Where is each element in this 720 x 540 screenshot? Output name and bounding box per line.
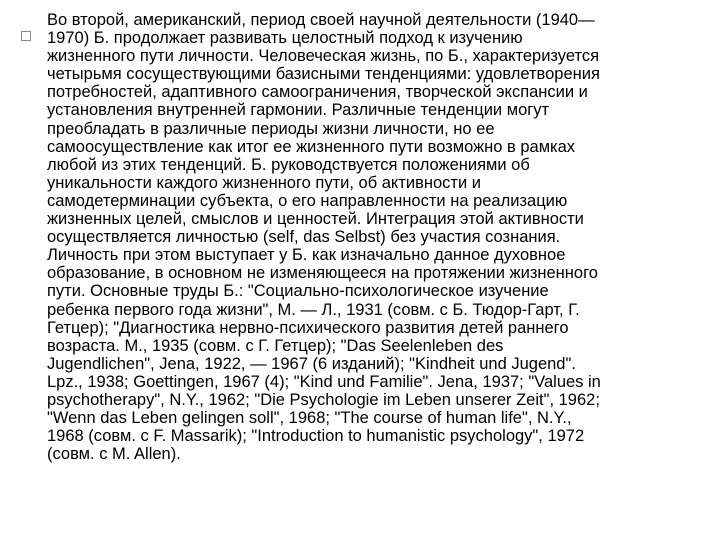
body-paragraph: Во второй, американский, период своей научной деятельности (1940— 1970) Б. продолжает развивать целостный подход к изучению жизненного пути личности. Человеческая жизнь, по Б., характеризуется четырьмя сосуществующими базисными тенденциями: удовлетворения потребностей, адаптивного самоограничения, творческой экспансии и установления внутренней гармонии. Различные тенденции могут преобладать в различные периоды жизни личности, но ее самоосуществление как итог ее жизненного пути возможно в рамках любой из этих тенденций. Б. руководствуется положениями об уникальности каждого жизненного пути, об активности и самодетерминации субъекта, о его направленности на реализацию жизненных целей, смыслов и ценностей. Интеграция этой активности осуществляется личностью (self, das Selbst) без участия сознания. Личность при этом выступает у Б. как изначально данное духовное образование, в основном не изменяющееся на протяжении жизненного пути. Основные труды Б.: "Социально-психологическое изучение ребенка первого года жизни", М. — Л., 1931 (совм. с Б. Тюдор-Гарт, Г. Гетцер); "Диагностика нервно-психического развития детей раннего возраста. М., 1935 (совм. с Г. Гетцер); "Das Seelenleben des Jugendlichen", Jena, 1922, — 1967 (6 изданий); "Kindheit und Jugend". Lpz., 1938; Goettingen, 1967 (4); "Kind und Familie". Jena, 1937; "Values in psychotherapy", N.Y., 1962; "Die Psychologie im Leben unserer Zeit", 1962; "Wenn das Leben gelingen soll", 1968; "The course of human life", N.Y., 1968 (совм. с F. Massarik); "Introduction to humanistic psychology", 1972 (совм. с M. Allen). <box>47 11 601 464</box>
square-bullet-icon <box>21 31 31 41</box>
